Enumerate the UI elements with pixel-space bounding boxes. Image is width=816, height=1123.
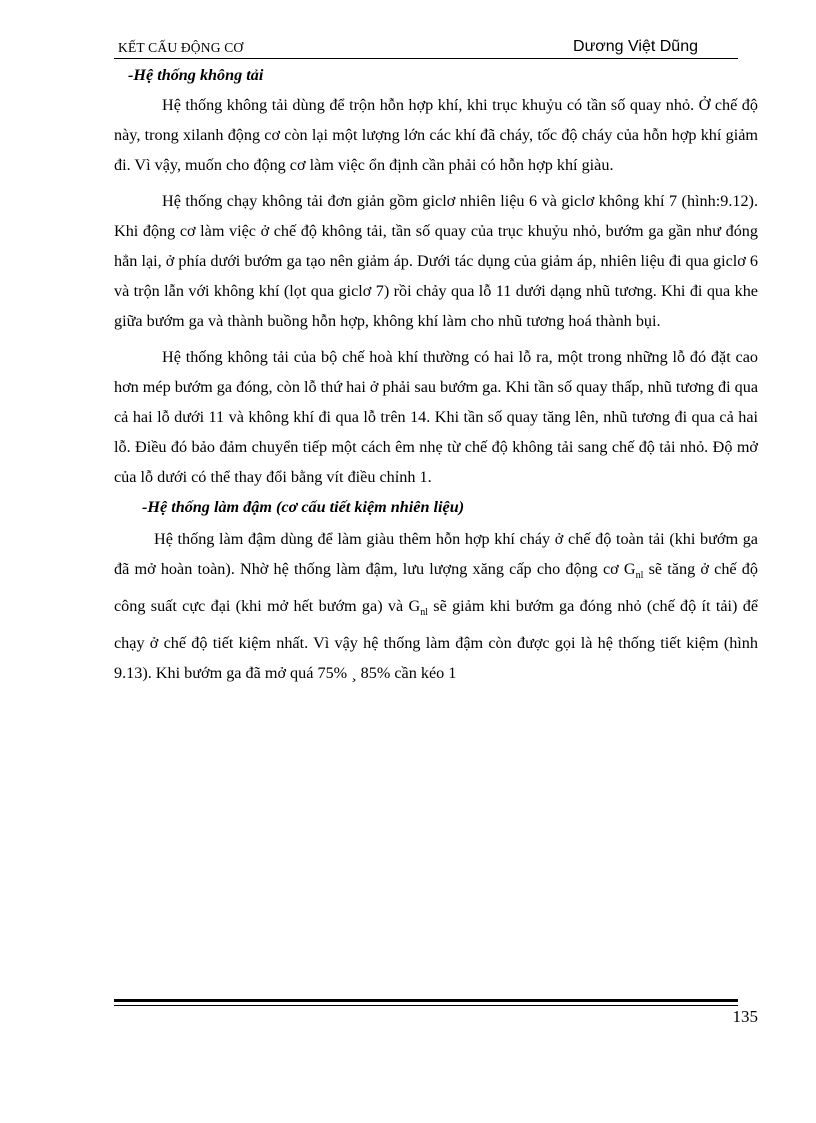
paragraph: Hệ thống chạy không tải đơn giản gồm giclơ nhiên liệu 6 và giclơ không khí 7 (hình:9.12). Khi động cơ làm việc ở chế độ không tải, tần số quay của trục khuỷu nhỏ, bướm ga gần như đóng hẳn lại, ở phía dưới bướm ga tạo nên giảm áp. Dưới tác dụng của giảm áp, nhiên liệu đi qua giclơ 6 và trộn lẫn với không khí (lọt qua giclơ 7) rồi chảy qua lỗ 11 dưới dạng nhũ tương. Khi đi qua khe giữa bướm ga và thành buồng hỗn hợp, không khí làm cho nhũ tương hoá thành bụi. <box>114 192 758 330</box>
paragraph <box>114 524 758 688</box>
page-number: 135 <box>732 1007 758 1026</box>
header-author: Dương Việt Dũng <box>573 38 698 55</box>
paragraph-text: sẽ tăng ở chế độ công suất cực đại (khi mở hết bướm ga) và G <box>114 560 758 616</box>
header-book-title: KẾT CẤU ĐỘNG CƠ <box>118 40 244 55</box>
page-header <box>114 38 738 60</box>
subscript: nl <box>635 570 644 582</box>
header-rule <box>114 58 738 59</box>
paragraph-text: Hệ thống làm đậm dùng để làm giàu thêm hỗn hợp khí cháy ở chế độ toàn tải (khi bướm ga đã mở hoàn toàn). Nhờ hệ thống làm đậm, lưu lượng xăng cấp cho động cơ G <box>114 530 758 578</box>
paragraph: Hệ thống không tải dùng để trộn hỗn hợp khí, khi trục khuỷu có tần số quay nhỏ. Ở chế độ này, trong xilanh động cơ còn lại một lượng lớn các khí đã cháy, tốc độ cháy của hỗn hợp khí giảm đi. Vì vậy, muốn cho động cơ làm việc ổn định cần phải có hỗn hợp khí giàu. <box>114 96 758 174</box>
paragraph-text: sẽ giảm khi bướm ga đóng nhỏ (chế độ ít tải) để chạy ở chế độ tiết kiệm nhất. Vì vậy hệ thống làm đậm còn được gọi là hệ thống tiết kiệm (hình 9.13). Khi bướm ga đã mở quá 75% ¸ 85% cần kéo 1 <box>114 597 759 683</box>
section-heading-enrichment-system: -Hệ thống làm đậm (cơ cấu tiết kiệm nhiên liệu) <box>142 498 465 516</box>
section-heading-idle-system: -Hệ thống không tải <box>128 66 264 84</box>
paragraph: Hệ thống không tải của bộ chế hoà khí thường có hai lỗ ra, một trong những lỗ đó đặt cao hơn mép bướm ga đóng, còn lỗ thứ hai ở phải sau bướm ga. Khi tần số quay thấp, nhũ tương đi qua cả hai lỗ dưới 11 và không khí đi qua lỗ trên 14. Khi tần số quay tăng lên, nhũ tương đi qua cả hai lỗ. Điều đó bảo đảm chuyển tiếp một cách êm nhẹ từ chế độ không tải sang chế độ tải nhỏ. Độ mở của lỗ dưới có thể thay đổi bằng vít điều chỉnh 1. <box>114 348 758 486</box>
footer-rule-thin <box>114 1005 738 1006</box>
footer-rule-thick <box>114 999 738 1002</box>
page-body <box>114 62 758 688</box>
subscript: nl <box>420 607 428 619</box>
